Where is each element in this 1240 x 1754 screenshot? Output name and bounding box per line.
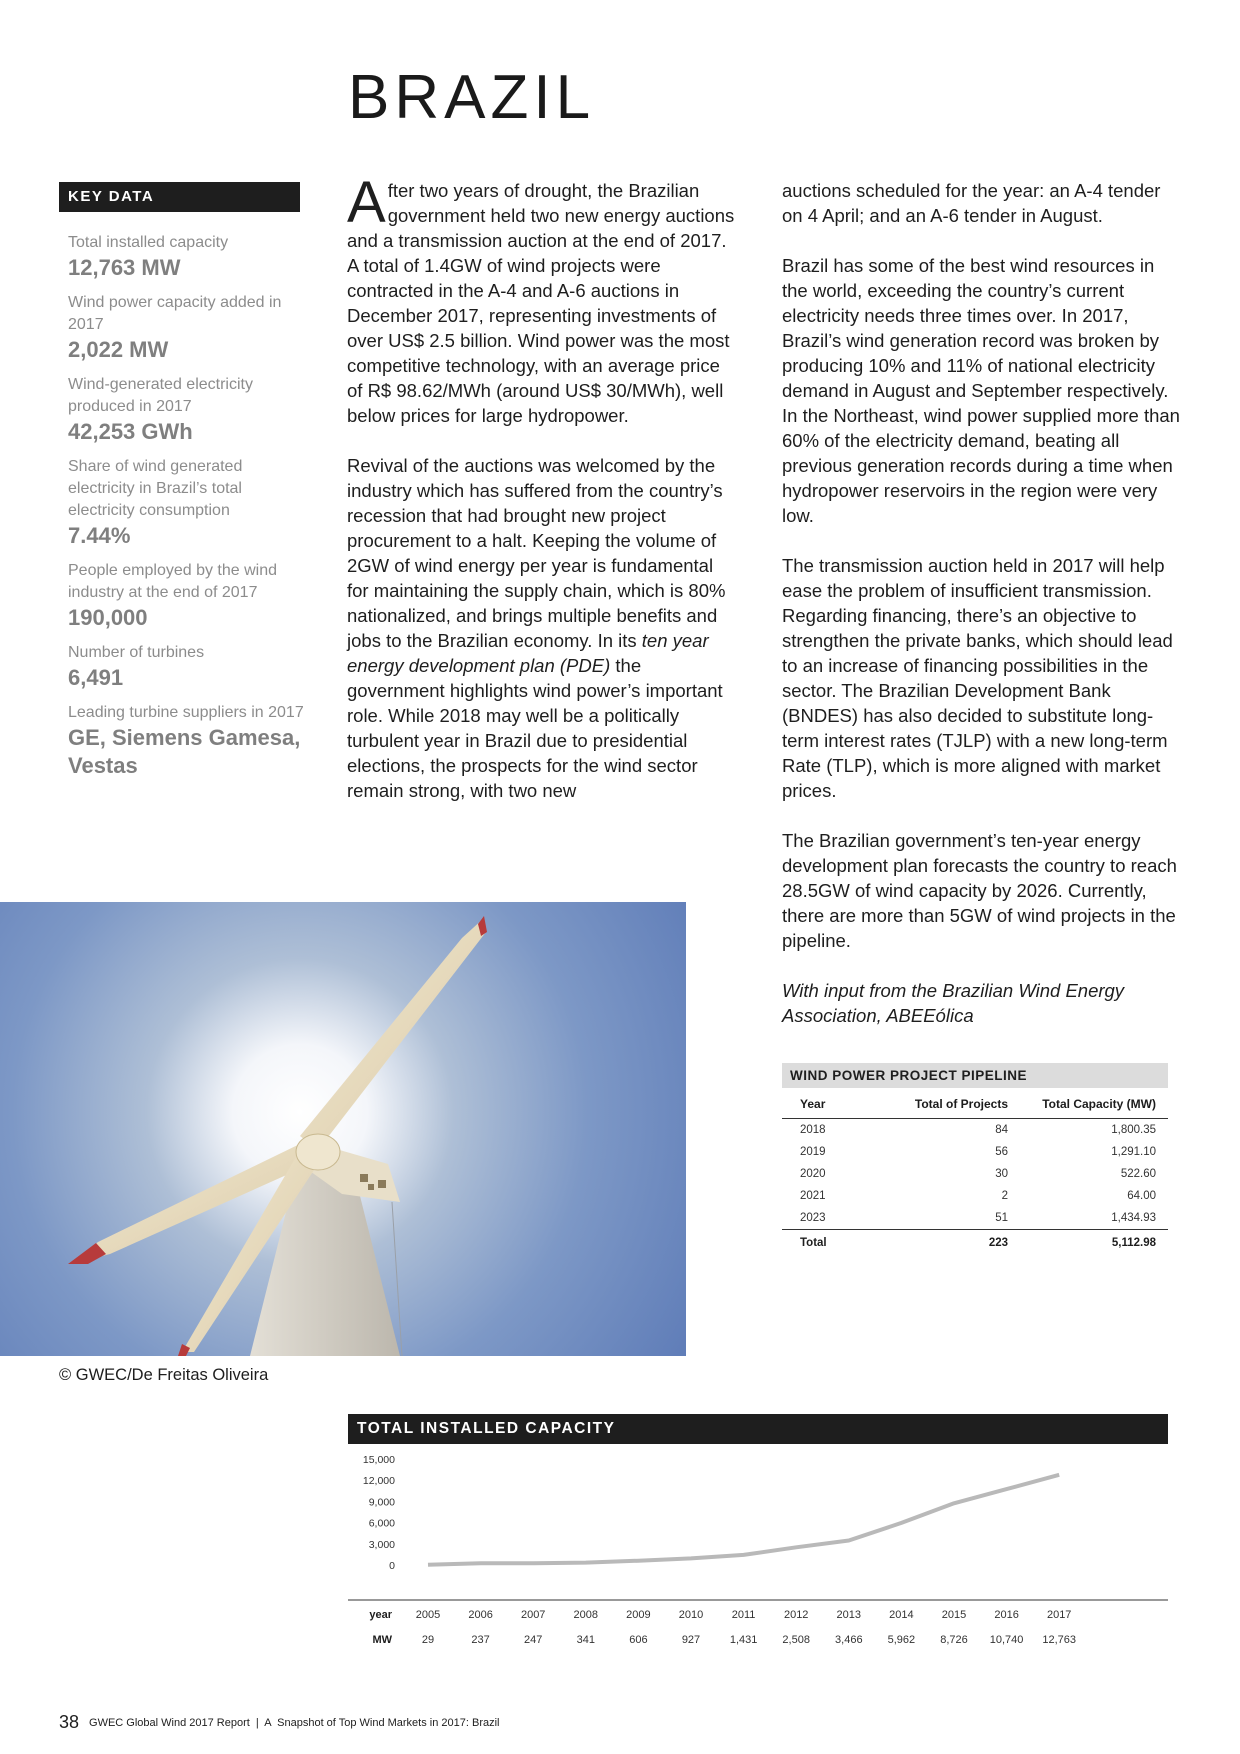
data-value-label: 247 xyxy=(524,1634,543,1646)
data-value-label: 2,508 xyxy=(782,1634,810,1646)
table-cell: 2 xyxy=(1001,1190,1008,1202)
paragraph-5: The transmission auction held in 2017 will help ease the problem of insufficient transmission. Regarding financing, there’s an objective to strengthen the private banks, which should lead to an increase of financing possibilities in the sector. The Brazilian Development Bank (BNDES) has also decided to substitute long-term interest rates (TJLP) with a new long-term Rate (TLP), which is more aligned with market prices. xyxy=(782,555,1173,801)
data-value-label: 3,466 xyxy=(835,1634,863,1646)
body-column-2 xyxy=(782,178,1182,1053)
key-data-item xyxy=(68,374,308,446)
data-value-label: 5,962 xyxy=(887,1634,916,1646)
x-tick-label: 2011 xyxy=(731,1609,756,1621)
pipeline-table xyxy=(782,1091,1168,1256)
key-data-item xyxy=(68,702,308,780)
data-value-label: 341 xyxy=(576,1634,595,1646)
y-tick-label: 9,000 xyxy=(368,1496,395,1509)
key-data-value: 2,022 MW xyxy=(68,337,169,362)
key-data-item xyxy=(68,560,308,632)
key-data-item xyxy=(68,232,308,282)
y-tick-label: 15,000 xyxy=(362,1456,395,1466)
x-tick-label: 2005 xyxy=(415,1609,441,1621)
table-cell: 2023 xyxy=(800,1212,826,1224)
x-tick-label: 2006 xyxy=(468,1609,493,1621)
table-header-row xyxy=(782,1091,1168,1119)
table-cell: 2020 xyxy=(800,1168,826,1180)
y-tick-label: 12,000 xyxy=(362,1475,395,1488)
paragraph-2: Revival of the auctions was welcomed by the industry which has suffered from the country’s recession that had brought new project procurement to a halt. Keeping the volume of 2GW of wind energy per year is fundamental for maintaining the supply chain, which is 80% nationalized, and brings multiple benefits and jobs to the Brazilian economy. In its ten year energy development plan (PDE) the government highlights wind power’s important role. While 2018 may well be a politically turbulent year in Brazil due to presidential elections, the prospects for the wind sector remain strong, with two new xyxy=(347,455,726,801)
table-row xyxy=(782,1141,1168,1163)
key-data-heading: KEY DATA xyxy=(59,182,300,212)
series-line-installed-capacity xyxy=(428,1475,1059,1565)
x-tick-label: 2015 xyxy=(941,1609,967,1621)
wind-turbine-image xyxy=(0,902,686,1356)
capacity-line-chart xyxy=(348,1456,1168,1656)
table-cell: 2021 xyxy=(800,1190,826,1202)
table-cell: 2018 xyxy=(800,1124,826,1136)
x-tick-label: 2016 xyxy=(994,1609,1019,1621)
table-row xyxy=(782,1185,1168,1207)
data-value-label: 237 xyxy=(471,1634,490,1646)
table-cell: 522.60 xyxy=(1120,1168,1156,1180)
row-label-mw: MW xyxy=(372,1634,392,1646)
data-value-label: 8,726 xyxy=(940,1634,968,1646)
paragraph-4: Brazil has some of the best wind resources in the world, exceeding the country’s current electricity needs three times over. In 2017, Brazil’s wind generation record was broken by producing 10% and 11% of national electricity demand in August and September respectively. In the Northeast, wind power supplied more than 60% of the electricity demand, beating all previous generation records during a time when hydropower reservoirs in the region were very low. xyxy=(782,255,1180,526)
data-value-label: 12,763 xyxy=(1042,1634,1077,1646)
page-footer xyxy=(59,1712,500,1733)
body-column-1 xyxy=(347,170,737,828)
capacity-chart-title: TOTAL INSTALLED CAPACITY xyxy=(348,1414,1168,1444)
table-row xyxy=(782,1207,1168,1230)
table-cell: 1,800.35 xyxy=(1111,1124,1156,1136)
photo-credit: © GWEC/De Freitas Oliveira xyxy=(59,1366,269,1384)
data-value-label: 606 xyxy=(629,1634,648,1646)
table-cell: 30 xyxy=(995,1168,1008,1180)
table-total-row xyxy=(782,1230,1168,1257)
key-data-label: Wind-generated electricity produced in 2017 xyxy=(68,376,253,415)
table-cell: Total xyxy=(782,1230,884,1257)
table-row xyxy=(782,1163,1168,1185)
paragraph-1: After two years of drought, the Brazilian government held two new energy auctions and a transmission auction at the end of 2017. A total of 1.4GW of wind projects were contracted in the A-4 and A-6 auctions in December 2017, representing investments of over US$ 2.5 billion. Wind power was the most competitive technology, with an average price of R$ 98.62/MWh (around US$ 30/MWh), well below prices for large hydropower. xyxy=(347,170,735,426)
footer-text: GWEC Global Wind 2017 Report | A Snapshot of Top Wind Markets in 2017: Brazil xyxy=(89,1717,500,1729)
page-title: BRAZIL xyxy=(348,63,596,132)
data-value-label: 29 xyxy=(421,1634,435,1646)
y-tick-label: 3,000 xyxy=(368,1538,395,1551)
col-year: Year xyxy=(782,1091,884,1119)
key-data-label: Wind power capacity added in 2017 xyxy=(68,294,282,333)
table-cell: 2019 xyxy=(800,1146,826,1158)
table-cell: 56 xyxy=(995,1146,1008,1158)
key-data-label: Total installed capacity xyxy=(68,234,229,251)
table-cell: 1,434.93 xyxy=(1111,1212,1156,1224)
key-data-label: Share of wind generated electricity in Brazil’s total electricity consumption xyxy=(68,458,243,519)
x-tick-label: 2017 xyxy=(1046,1609,1072,1621)
key-data-list xyxy=(68,232,308,790)
key-data-value: 190,000 xyxy=(68,605,148,630)
row-label-year: year xyxy=(369,1609,392,1621)
table-cell: 64.00 xyxy=(1127,1190,1156,1202)
page-number: 38 xyxy=(59,1712,80,1732)
data-value-label: 1,431 xyxy=(729,1634,758,1646)
table-cell: 223 xyxy=(884,1230,1014,1257)
y-tick-label: 6,000 xyxy=(368,1517,395,1530)
x-tick-label: 2014 xyxy=(889,1609,914,1621)
table-cell: 84 xyxy=(995,1124,1008,1136)
table-cell: 5,112.98 xyxy=(1014,1230,1168,1257)
key-data-value: 42,253 GWh xyxy=(68,419,193,444)
key-data-value: 6,491 xyxy=(68,665,124,690)
paragraph-3: auctions scheduled for the year: an A-4 tender on 4 April; and an A-6 tender in August. xyxy=(782,180,1161,226)
plan-name: ten year energy development plan (PDE) xyxy=(347,630,709,676)
key-data-value: GE, Siemens Gamesa, Vestas xyxy=(68,725,301,778)
key-data-value: 7.44% xyxy=(68,523,131,548)
x-tick-label: 2007 xyxy=(520,1609,546,1621)
attribution: With input from the Brazilian Wind Energy Association, ABEEólica xyxy=(782,980,1125,1026)
table-row xyxy=(782,1119,1168,1142)
drop-cap: A xyxy=(347,170,386,235)
key-data-item xyxy=(68,292,308,364)
data-value-label: 927 xyxy=(681,1634,701,1646)
key-data-item xyxy=(68,456,308,550)
col-capacity: Total Capacity (MW) xyxy=(1014,1091,1168,1119)
wind-turbine-photo xyxy=(0,902,686,1356)
table-cell: 51 xyxy=(995,1212,1008,1224)
key-data-value: 12,763 MW xyxy=(68,255,181,280)
x-tick-label: 2010 xyxy=(678,1609,704,1621)
y-tick-label: 0 xyxy=(389,1560,395,1572)
x-tick-label: 2008 xyxy=(573,1609,599,1621)
pipeline-heading: WIND POWER PROJECT PIPELINE xyxy=(782,1063,1168,1088)
key-data-item xyxy=(68,642,308,692)
key-data-label: Leading turbine suppliers in 2017 xyxy=(68,704,304,721)
key-data-label: People employed by the wind industry at the end of 2017 xyxy=(68,562,278,601)
x-tick-label: 2013 xyxy=(836,1609,862,1621)
key-data-label: Number of turbines xyxy=(68,644,205,661)
table-cell: 1,291.10 xyxy=(1111,1146,1156,1158)
x-tick-label: 2009 xyxy=(626,1609,651,1621)
paragraph-6: The Brazilian government’s ten-year energy development plan forecasts the country to reach 28.5GW of wind capacity by 2026. Currently, there are more than 5GW of wind projects in the pipeline. xyxy=(782,830,1177,951)
x-tick-label: 2012 xyxy=(783,1609,809,1621)
col-projects: Total of Projects xyxy=(884,1091,1014,1119)
data-value-label: 10,740 xyxy=(989,1634,1024,1646)
